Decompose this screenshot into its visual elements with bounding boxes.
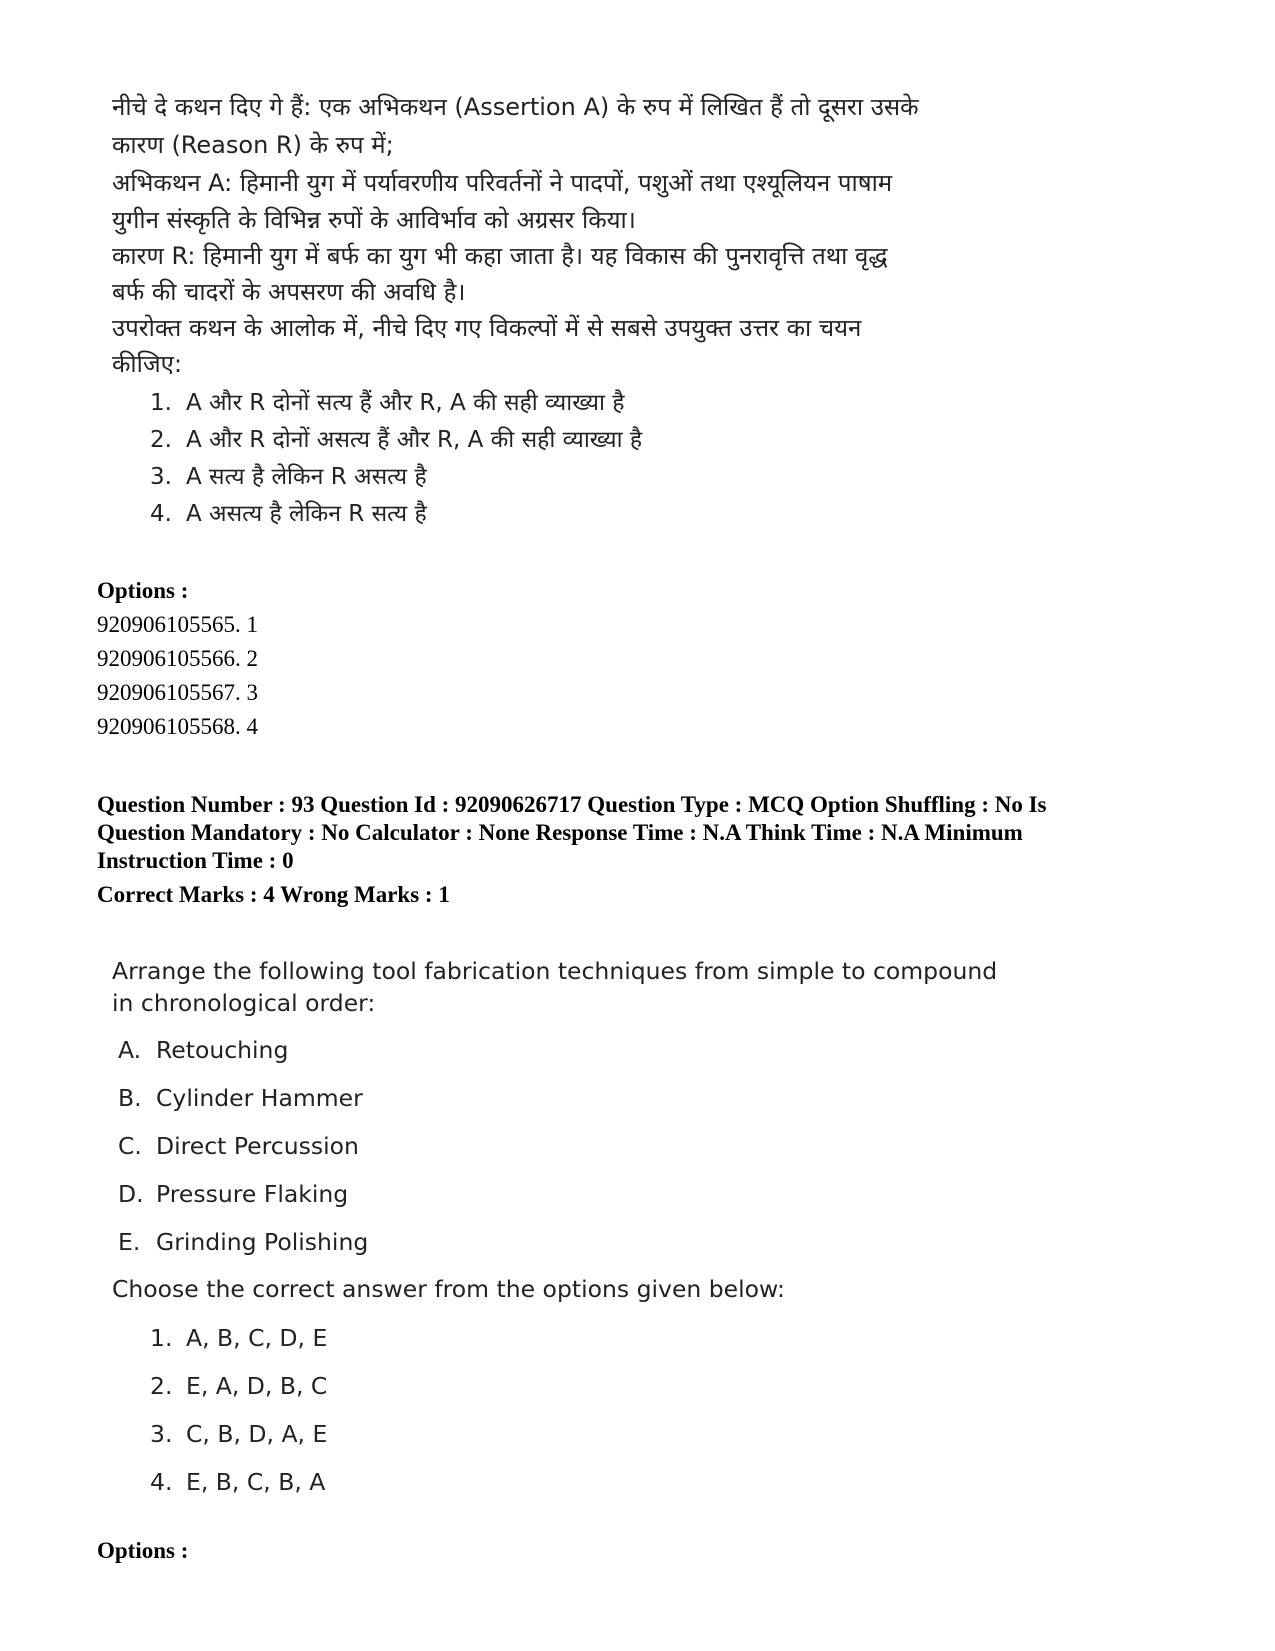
item-text: Cylinder Hammer <box>156 1084 363 1112</box>
item-text: Retouching <box>156 1036 289 1064</box>
options-heading: Options : <box>97 1538 189 1563</box>
hindi-line: उपरोक्त कथन के आलोक में, नीचे दिए गए विकल्पों में से सबसे उपयुक्त उत्तर का चयन <box>112 314 862 342</box>
hindi-line: नीचे दे कथन दिए गे हैं: एक अभिकथन (Assertion A) के रुप में लिखित हैं तो दूसरा उसके <box>112 93 919 121</box>
english-line: in chronological order: <box>112 989 376 1017</box>
technique-item <box>118 1228 368 1256</box>
choice-text: E, B, C, B, A <box>186 1468 326 1496</box>
technique-item <box>118 1084 363 1112</box>
marks-line: Correct Marks : 4 Wrong Marks : 1 <box>97 882 450 907</box>
choice-text: A सत्य है लेकिन R असत्य है <box>186 464 427 490</box>
item-text: Grinding Polishing <box>156 1228 369 1256</box>
choice-number: 2. <box>150 1372 173 1400</box>
hindi-choice <box>150 385 624 417</box>
choice-text: A और R दोनों सत्य हैं और R, A की सही व्याख्या है <box>186 390 625 416</box>
choice-text: A और R दोनों असत्य हैं और R, A की सही व्याख्या है <box>186 427 643 453</box>
choice-text: C, B, D, A, E <box>186 1420 328 1448</box>
hindi-line: अभिकथन A: हिमानी युग में पर्यावरणीय परिवर्तनों ने पादपों, पशुओं तथा एश्यूलियन पाषाम <box>112 169 893 197</box>
technique-item <box>118 1180 348 1208</box>
choice-number: 4. <box>150 1468 173 1496</box>
english-line: Arrange the following tool fabrication techniques from simple to compound <box>112 957 998 985</box>
choice-text: E, A, D, B, C <box>186 1372 328 1400</box>
option-item: 920906105565. 1 <box>97 612 258 637</box>
english-choice <box>150 1324 327 1352</box>
choice-number: 3. <box>150 464 172 490</box>
english-choice <box>150 1372 327 1400</box>
question-meta-line: Instruction Time : 0 <box>97 848 294 873</box>
hindi-choice <box>150 496 427 528</box>
choice-text: A, B, C, D, E <box>186 1324 328 1352</box>
hindi-choice <box>150 422 642 454</box>
english-choice <box>150 1420 327 1448</box>
technique-item <box>118 1036 288 1064</box>
choice-number: 1. <box>150 1324 173 1352</box>
question-meta-line: Question Mandatory : No Calculator : None Response Time : N.A Think Time : N.A Minimum <box>97 820 1023 845</box>
item-text: Direct Percussion <box>156 1132 359 1160</box>
item-letter: A. <box>118 1036 142 1064</box>
item-letter: C. <box>118 1132 142 1160</box>
hindi-line: बर्फ की चादरों के अपसरण की अवधि है। <box>112 278 466 306</box>
choice-text: A असत्य है लेकिन R सत्य है <box>186 501 427 527</box>
item-letter: B. <box>118 1084 142 1112</box>
hindi-line: कारण (Reason R) के रुप में; <box>112 131 394 159</box>
choice-number: 1. <box>150 390 172 416</box>
option-item: 920906105568. 4 <box>97 714 258 739</box>
hindi-line: युगीन संस्कृति के विभिन्न रुपों के आविर्भाव को अग्रसर किया। <box>112 206 636 234</box>
choice-number: 4. <box>150 501 172 527</box>
english-choice <box>150 1468 325 1496</box>
choice-number: 2. <box>150 427 172 453</box>
options-heading: Options : <box>97 578 189 603</box>
hindi-line: कारण R: हिमानी युग में बर्फ का युग भी कहा जाता है। यह विकास की पुनरावृत्ति तथा वृद्ध <box>112 242 888 270</box>
item-letter: D. <box>118 1180 144 1208</box>
option-item: 920906105566. 2 <box>97 646 258 671</box>
hindi-line: कीजिए: <box>112 350 183 378</box>
item-letter: E. <box>118 1228 141 1256</box>
option-item: 920906105567. 3 <box>97 680 258 705</box>
item-text: Pressure Flaking <box>156 1180 349 1208</box>
instruction-text: Choose the correct answer from the options given below: <box>112 1275 785 1303</box>
technique-item <box>118 1132 359 1160</box>
hindi-choice <box>150 459 427 491</box>
question-meta-line: Question Number : 93 Question Id : 92090626717 Question Type : MCQ Option Shuffling : No Is <box>97 792 1047 817</box>
choice-number: 3. <box>150 1420 173 1448</box>
